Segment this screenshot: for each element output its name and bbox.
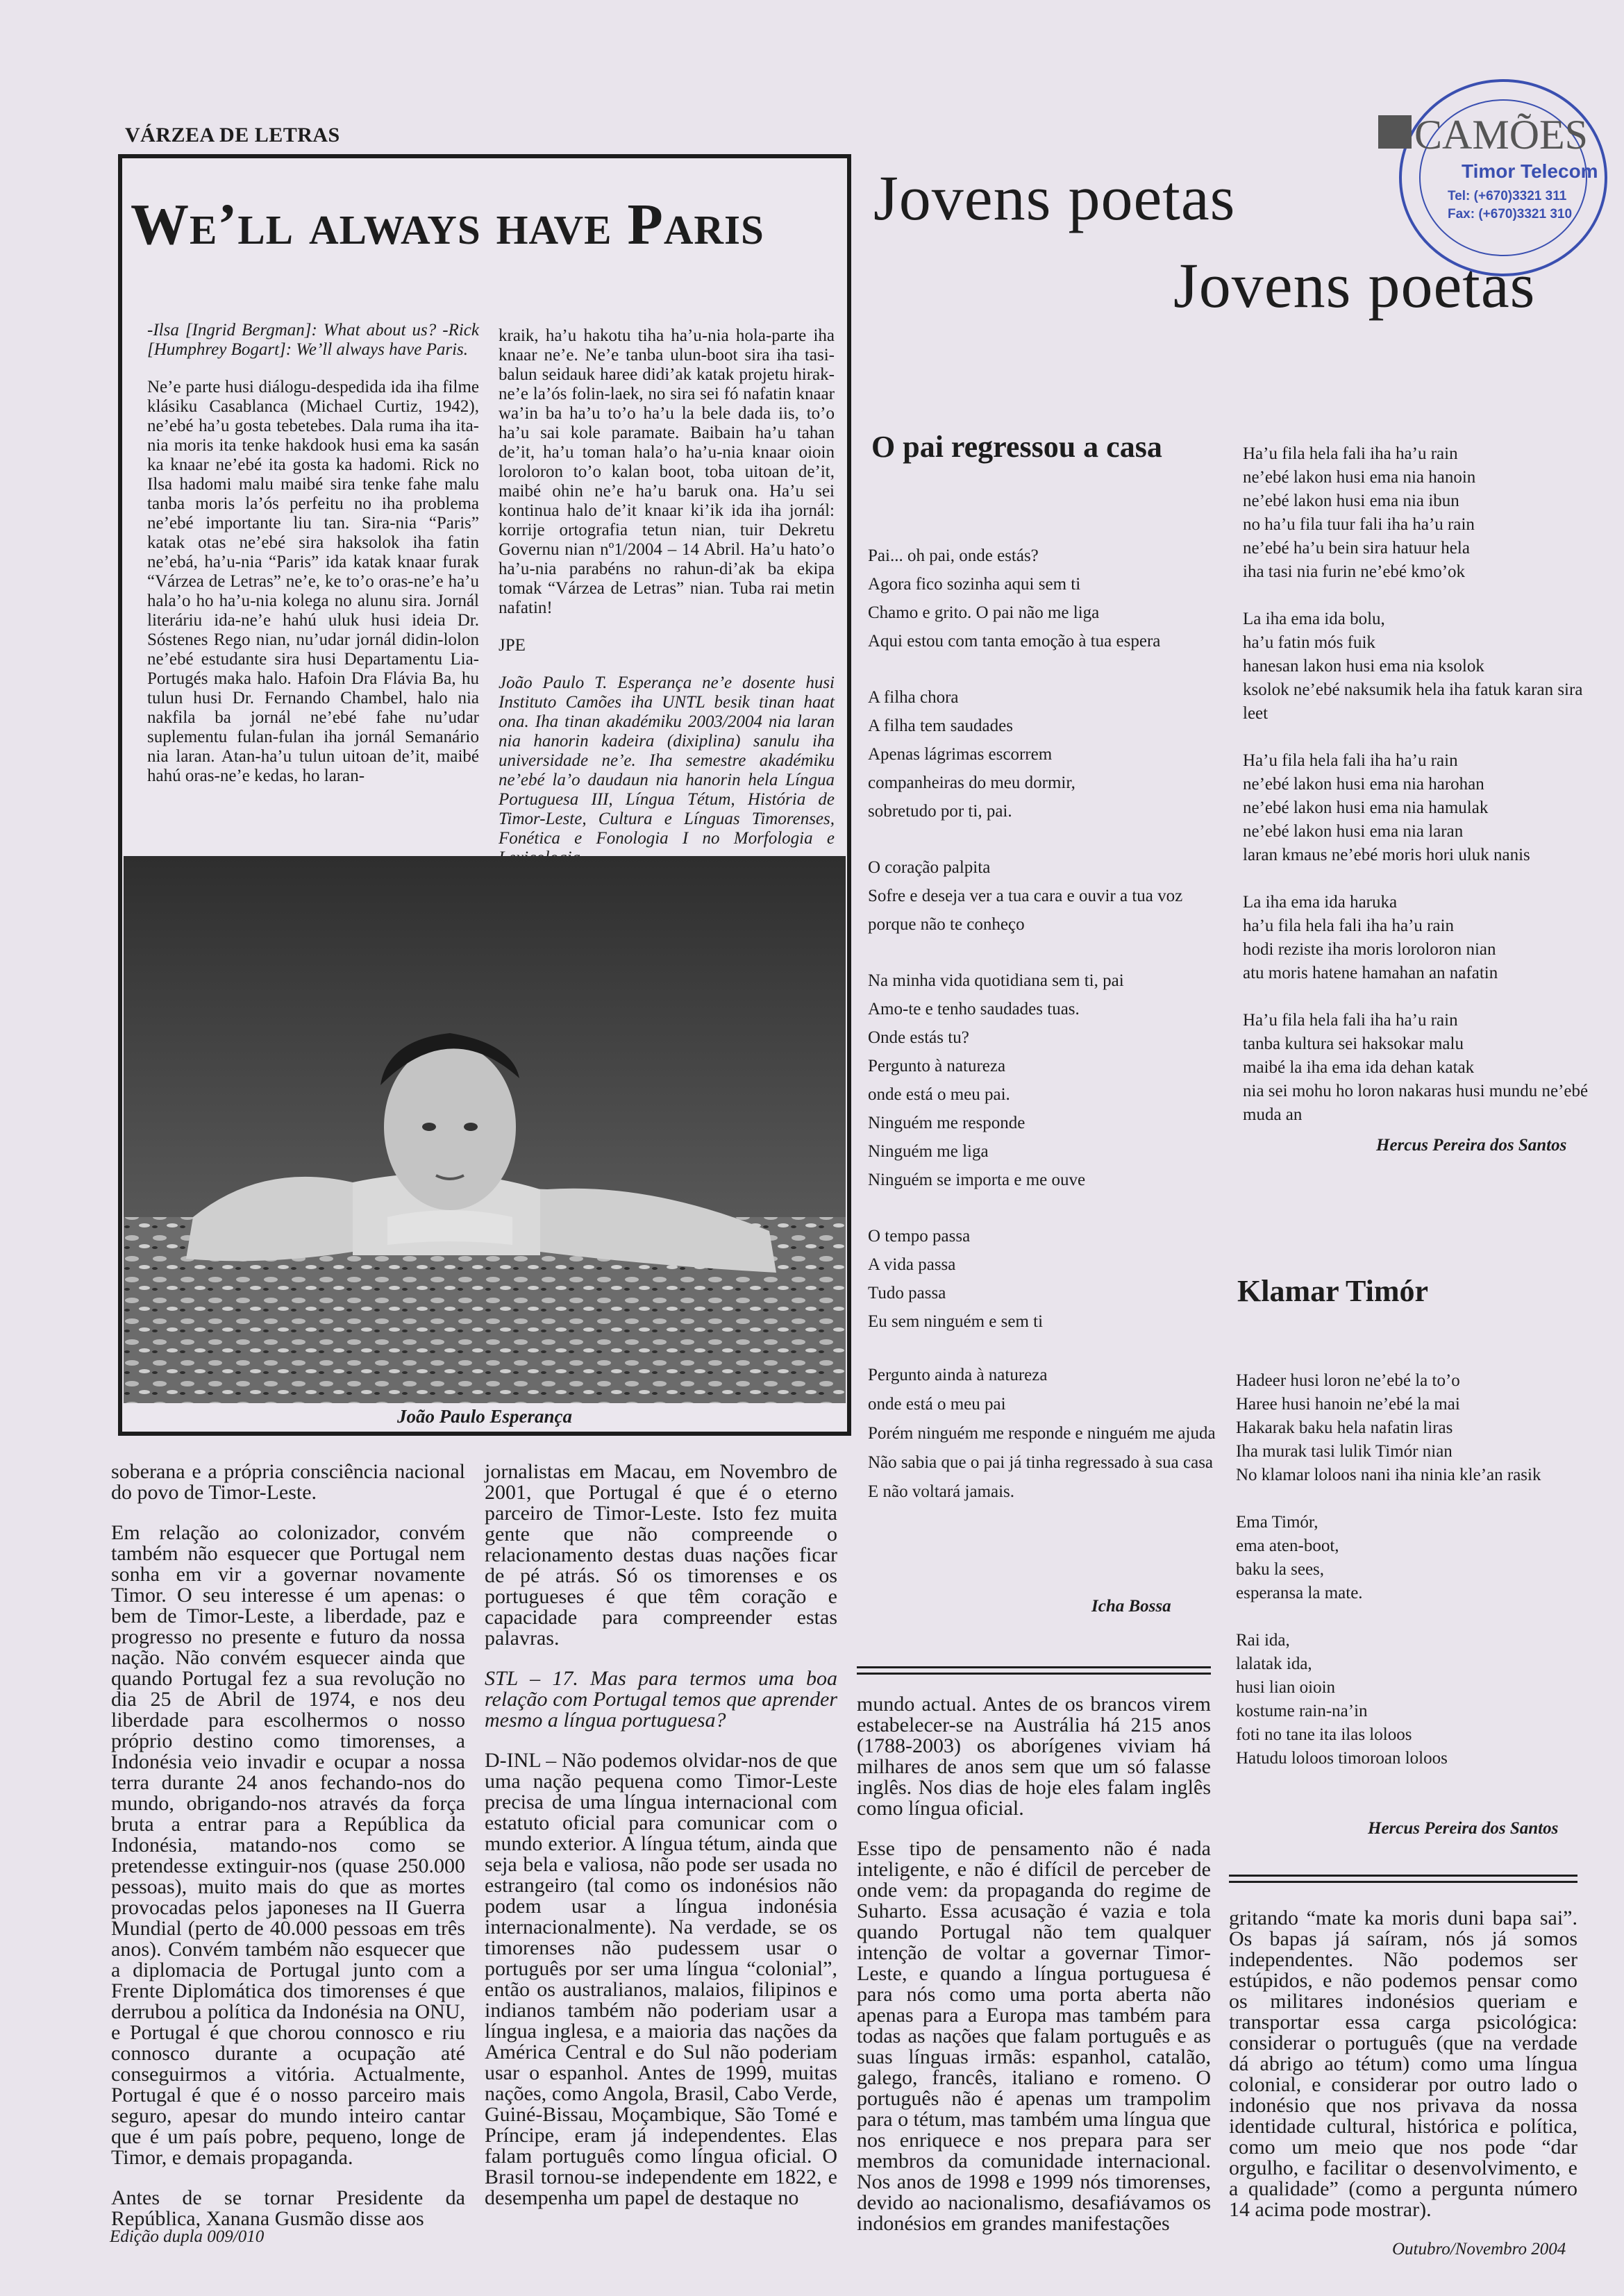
stamp-telecom: Timor Telecom [1462, 160, 1598, 182]
poem-line: Sofre e deseja ver a tua cara e ouvir a tua voz [868, 887, 1183, 905]
poem-line: Hatudu loloos timoroan loloos [1236, 1749, 1448, 1768]
poem-line: ha’u fila hela fali iha ha’u rain [1243, 916, 1455, 935]
poem-line: Pai... oh pai, onde estás? [868, 546, 1039, 565]
poem-line: atu moris hatene hamahan an nafatin [1243, 964, 1498, 982]
poem-line: Ha’u fila hela fali iha ha’u rain [1243, 751, 1458, 770]
poem-line: La iha ema ida haruka [1243, 893, 1398, 912]
poem-line: iha tasi nia furin ne’ebé kmo’ok [1243, 562, 1466, 581]
article-title: We’ll always have Paris [131, 192, 764, 257]
poem-line: Onde estás tu? [868, 1028, 969, 1047]
stamp-brand: CAMÕES [1414, 112, 1589, 158]
stanza [1236, 1511, 1583, 1605]
poem-line: foti no tane ita ilas loloos [1236, 1725, 1412, 1744]
stanza [1243, 891, 1596, 985]
interview-paragraph: gritando “mate ka moris duni bapa sai”. Os bapas já saíram, nós já somos independentes. Não podemos ser estúpidos, e não podemos pensar como os militares indonésios queriam e transportar essa carga psicológica: considerar o português (que na verdade dá abrigo ao tétum) como uma língua colonial, e considerar por outro lado o indonésio que nos privava da nossa identidade cultural, histórica e política, como um meio que nos pode “dar orgulho, e facilitar o desenvolvimento, e a qualidade” (como a pergunta número 14 acima pode mostrar). [1229, 1907, 1577, 2221]
interview-column-2 [485, 1461, 837, 2228]
stanza [868, 966, 1222, 1194]
article-column-2 [499, 326, 835, 886]
interview-paragraph: mundo actual. Antes de os brancos virem estabelecer-se na Austrália há 215 anos (1788-2003) os aborígenes viviam há milhares de anos sem que um só falasse inglês. Nos dias de hoje eles falam inglês como língua oficial. [857, 1693, 1211, 1820]
poem-line: ne’ebé lakon husi ema nia laran [1243, 822, 1464, 841]
poem-line: No klamar loloos nani iha ninia kle’an rasik [1236, 1466, 1541, 1484]
poem-line: onde está o meu pai. [868, 1085, 1010, 1104]
interview-paragraph: soberana e a própria consciência nacional do povo de Timor-Leste. [111, 1460, 465, 1504]
poem-line: Rai ida, [1236, 1631, 1290, 1650]
footer-date: Outubro/Novembro 2004 [1392, 2240, 1566, 2259]
poem-line: ne’ebé lakon husi ema nia ibun [1243, 492, 1459, 510]
poem-line: Pergunto à natureza [868, 1057, 1006, 1075]
poem-line: hanesan lakon husi ema nia ksolok [1243, 657, 1484, 676]
stanza [868, 542, 1222, 655]
stamp-fax: Fax: (+670)3321 310 [1448, 207, 1573, 221]
stanza [1243, 442, 1596, 584]
poem-line: no ha’u fila tuur fali iha ha’u rain [1243, 515, 1475, 534]
poem-line: Hadeer husi loron ne’ebé la to’o [1236, 1371, 1460, 1390]
author-bio: João Paulo T. Esperança ne’e dosente husi Instituto Camões iha UNTL besik tinan haat ona. Iha tinan akadémiku 2003/2004 nia laran nia hanorin kadeira (dixiplina) sanulu iha universidade ne’e. Iha semestre akadémiku ne’ebé la’o daudaun nia hanorin hela Língua Portuguesa III, Língua Tétum, História de Timor-Leste, Cultura e Línguas Timorenses, Fonética e Fonologia I no Morfologia e [499, 673, 835, 848]
poem-line: ksolok ne’ebé naksumik hela iha fatuk karan sira leet [1243, 680, 1583, 723]
poem-line: esperansa la mate. [1236, 1584, 1363, 1602]
poem-line: Não sabia que o pai já tinha regressado à sua casa [868, 1453, 1214, 1472]
article-col2-p1: kraik, ha’u hakotu tiha ha’u-nia hola-parte iha knaar ne’e. Ne’e tanba ulun-boot sira iha tasi-balun seidauk haree didi’ak katak projetu hirak-ne’e la’ós folin-laek, no sira sei fó nafatin knaar wa’in ba ha’u to’o ha’u la bele dada iis, to’o ha’u sai kole paramate. Baibain ha’u tahan de’it, ha’u toman hala’o ha’u-nia knaar oioin loroloron to’o kalan boot, toba uitoan de’it, maibé ohin ne’e ha’u baruk ona. Ha’u sei kontinua halo de’it knaar ki’ik ida iha jornál: korrije ortografia tetun nian, tuir Dekretu Governu nian nº1/2004 – 14 Abril. Ha’u hato’o ha’u-nia parabéns no rahun-di’ak ba ekipa tomak “Várzea de Letras” nian. Tuba rai metin nafatin! [499, 326, 835, 617]
poem-line: porque não te conheço [868, 915, 1025, 934]
stanza [1243, 607, 1596, 726]
stanza [1243, 749, 1596, 867]
poem-line: ha’u fatin mós fuik [1243, 633, 1375, 652]
stamp-graphic [1378, 67, 1612, 283]
poem-line: Hakarak baku hela nafatin liras [1236, 1418, 1453, 1437]
photo-illustration [124, 856, 846, 1403]
poem-line: Ninguém me liga [868, 1142, 989, 1161]
author-photo [124, 856, 846, 1403]
poem-klamar-body [1236, 1369, 1583, 1794]
poem-line: Ha’u fila hela fali iha ha’u rain [1243, 444, 1458, 463]
poem-line: Ninguém me responde [868, 1114, 1026, 1132]
poem-line: baku la sees, [1236, 1560, 1325, 1579]
institute-stamp [1378, 67, 1612, 283]
poem-line: ne’ebé lakon husi ema nia harohan [1243, 775, 1484, 794]
interview-paragraph: jornalistas em Macau, em Novembro de 2001, que Portugal é que é o eterno parceiro de Timor-Leste. Isto fez muita gente que não compreende o relacionamento destas duas nações ficar de pé atrás. Só os timorenses e os portugueses é que têm coração e capacidade para compreender estas palavras. [485, 1460, 837, 1650]
poem-line: ne’ebé lakon husi ema nia hanoin [1243, 468, 1476, 487]
poem-line: ne’ebé ha’u bein sira hatuur hela [1243, 539, 1470, 558]
poem-line: Ha’u fila hela fali iha ha’u rain [1243, 1011, 1458, 1030]
interview-column-1 [111, 1461, 465, 2249]
poem-line: Haree husi hanoin ne’ebé la mai [1236, 1395, 1460, 1414]
stanza [868, 1364, 1222, 1504]
poem-line: A vida passa [868, 1255, 956, 1274]
headline-jovens-poetas-2: Jovens poetas [1173, 250, 1536, 321]
interview-paragraph: Esse tipo de pensamento não é nada inteligente, e não é difícil de perceber de onde vem: da propaganda do regime de Suharto. Essa acusação é vazia e tola quando Portugal não tem qualquer intenção de voltar a governar Timor-Leste, e quando a língua portuguesa é para nós como uma porta aberta não apenas para a Europa mas também para todas as nações que falam português e as suas línguas irmãs: espanhol, catalão, galego, francês, italiano e romeno. O português não é apenas um trampolim para o tétum, mas também uma língua que nos enriquece e nos prepara para ser membros da comunidade internacional. Nos anos de 1998 e 1999 nós timorenses, devido ao nacionalismo, desafiávamos os indonésios em grandes manifestações [857, 1837, 1211, 2235]
camoes-logo-icon [1378, 115, 1412, 149]
section-divider [1229, 1875, 1577, 1883]
poem-pai-body [868, 542, 1222, 1532]
article-col1-p2: Ne’e parte husi diálogu-despedida ida iha filme klásiku Casablanca (Michael Curtiz, 1942), ne’ebé ha’u gosta tebetebes. Dala ruma iha ita-nia moris ita tenke hakdook husi ema ka sasán ka knaar ne’ebé ita gosta ka hadomi. Rick no Ilsa hadomi malu maibé sira tenke fahe malu tanba moris la’ós perfeitu no iha problema ne’ebé importante liu tan. Sira-nia “Paris” katak otas ne’ebé sira haksolok iha fatin ne’ebá, ha’u-nia “Paris” ida katak knaar furak “Várzea de Letras” ne’e, ke to’o oras-ne’e ha’u hala’o ho ha’u-nia kolega no alunu sira. Jornál literáriu ida-ne’e hahú uluk husi ideia Dr. Sóstenes Rego nian, nu’udar jornál didin-lolon ne’ebé estudante sira husi Departamentu Lia-Portugés maka halo. Hafoin Dra Flávia Ba, hu tulun husi Dr. Fernando Chambel, halo nia nakfila ba jornál ne’ebé fahe nu’udar suplementu fulan-fulan iha jornál Semanário nia laran. Atan-ha’u tulun uitoan de’it, maibé hahú oras-ne’e kedas, ho laran- [147, 378, 479, 785]
poem-line: Agora fico sozinha aqui sem ti [868, 575, 1081, 594]
poem-line: Pergunto ainda à natureza [868, 1366, 1048, 1384]
poem-line: tanba kultura sei haksokar malu [1243, 1034, 1464, 1053]
interview-question: STL – 17. Mas para termos uma boa relação com Portugal temos que aprender mesmo a língua portuguesa? [485, 1667, 837, 1732]
poem-line: onde está o meu pai [868, 1395, 1006, 1414]
section-divider [857, 1666, 1211, 1675]
poem-line: Eu sem ninguém e sem ti [868, 1312, 1044, 1331]
article-signature: JPE [499, 636, 526, 655]
poem-title-pai: O pai regressou a casa [871, 430, 1162, 464]
poem-line: Iha murak tasi lulik Timór nian [1236, 1442, 1453, 1461]
poem-line: Apenas lágrimas escorrem [868, 745, 1053, 764]
interview-column-3 [857, 1694, 1211, 2254]
article-column-1 [147, 321, 479, 804]
stamp-tel: Tel: (+670)3321 311 [1448, 189, 1567, 203]
stanza [1243, 1009, 1596, 1127]
stanza [868, 853, 1222, 939]
poem-line: companheiras do meu dormir, [868, 773, 1075, 792]
poem-line: Tudo passa [868, 1284, 946, 1302]
interview-column-4 [1229, 1908, 1577, 2240]
poem-line: sobretudo por ti, pai. [868, 802, 1012, 821]
poem-line: Ema Timór, [1236, 1513, 1319, 1532]
author-fila: Hercus Pereira dos Santos [1376, 1136, 1567, 1155]
poem-line: hodi reziste iha moris loroloron nian [1243, 940, 1496, 959]
poem-line: ema aten-boot, [1236, 1536, 1339, 1555]
poem-line: Aqui estou com tanta emoção à tua espera [868, 632, 1161, 651]
poem-line: husi lian oioin [1236, 1678, 1336, 1697]
poem-line: O coração palpita [868, 858, 991, 877]
poem-line: lalatak ida, [1236, 1654, 1312, 1673]
poem-line: Na minha vida quotidiana sem ti, pai [868, 971, 1124, 990]
poem-line: ne’ebé lakon husi ema nia hamulak [1243, 798, 1489, 817]
stanza [868, 683, 1222, 826]
headline-jovens-poetas-1: Jovens poetas [873, 162, 1236, 233]
poem-line: maibé la iha ema ida dehan katak [1243, 1058, 1475, 1077]
footer-edition: Edição dupla 009/010 [110, 2227, 265, 2246]
interview-answer: D-INL – Não podemos olvidar-nos de que uma nação pequena como Timor-Leste precisa de uma língua internacional com estatuto oficial para comunicar com o mundo exterior. A língua tétum, ainda que seja bela e valiosa, não pode ser usada no estrangeiro (tal como os indonésios não podem usar a língua indonésia internacionalmente). Na verdade, se os timorenses não pudessem usar o português por ser uma língua “colonial”, então os australianos, malaios, filipinos e indianos também não poderiam usar a língua inglesa, e a maioria das nações da América Central e do Sul não poderiam usar o espanhol. Antes de 1999, muitas nações, como Angola, Brasil, Cabo Verde, Guiné-Bissau, Moçambique, São Tomé e Príncipe, eram já independentes. Elas falam português como língua oficial. O Brasil tornou-se independente em 1822, e desempenha um papel de destaque no [485, 1749, 837, 2209]
poem-line: Amo-te e tenho saudades tuas. [868, 1000, 1080, 1019]
poem-line: kostume rain-na’in [1236, 1702, 1368, 1720]
poem-line: nia sei mohu ho loron nakaras husi mundu ne’ebé muda an [1243, 1082, 1589, 1124]
poem-title-klamar: Klamar Timór [1237, 1274, 1428, 1308]
article-col1-p1: -Ilsa [Ingrid Bergman]: What about us? -Rick [Humphrey Bogart]: We’ll always have Paris. [147, 321, 479, 359]
photo-caption: João Paulo Esperança [396, 1406, 573, 1427]
section-label: VÁRZEA DE LETRAS [125, 124, 340, 146]
poem-line: Chamo e grito. O pai não me liga [868, 603, 1100, 622]
poem-line: Ninguém se importa e me ouve [868, 1171, 1086, 1189]
poem-line: A filha tem saudades [868, 717, 1013, 735]
author-klamar: Hercus Pereira dos Santos [1368, 1819, 1559, 1838]
poem-line: E não voltará jamais. [868, 1482, 1015, 1501]
poem-line: O tempo passa [868, 1227, 971, 1246]
poem-line: Porém ninguém me responde e ninguém me ajuda [868, 1424, 1216, 1443]
interview-paragraph: Em relação ao colonizador, convém também não esquecer que Portugal nem sonha em vir a governar novamente Timor. O seu interesse é um apenas: o bem de Timor-Leste, a liberdade, paz e progresso no presente e futuro da nossa nação. Não convém esquecer ainda que quando Portugal fez a sua revolução no dia 25 de Abril de 1974, e nos deu liberdade para escolhermos o nosso próprio destino como timorenses, a Indonésia veio invadir e ocupar a nossa terra durante 24 anos fechando-nos do mundo, obrigando-nos através da força bruta a entrar para a República da Indonésia, matando-nos como se pretendesse extinguir-nos (quase 250.000 pessoas), muito mais do que as mortes provocadas pelos japoneses na II Guerra Mundial (perto de 40.000 pessoas em três anos). Convém também não esquecer que a diplomacia de Portugal junto com a Frente Diplomática dos timorenses é que derrubou a política da Indonésia na ONU, e Portugal é que chorou connosco e riu connosco durante a ocupação até conseguirmos a vitória. Actualmente, Portugal é que é o nosso parceiro mais seguro, apesar do mundo inteiro cantar que é um país pobre, pequeno, longe de Timor, e demais propaganda. [111, 1521, 465, 2169]
poem-line: laran kmaus ne’ebé moris hori uluk nanis [1243, 846, 1530, 864]
poem-line: La iha ema ida bolu, [1243, 610, 1385, 628]
stanza [1236, 1369, 1583, 1487]
interview-paragraph: Antes de se tornar Presidente da República, Xanana Gusmão disse aos [111, 2186, 465, 2230]
author-pai: Icha Bossa [1091, 1597, 1171, 1616]
poem-line: A filha chora [868, 688, 959, 707]
stanza [1236, 1629, 1583, 1770]
poem-fila-body [1243, 442, 1596, 1150]
stanza [868, 1222, 1222, 1336]
